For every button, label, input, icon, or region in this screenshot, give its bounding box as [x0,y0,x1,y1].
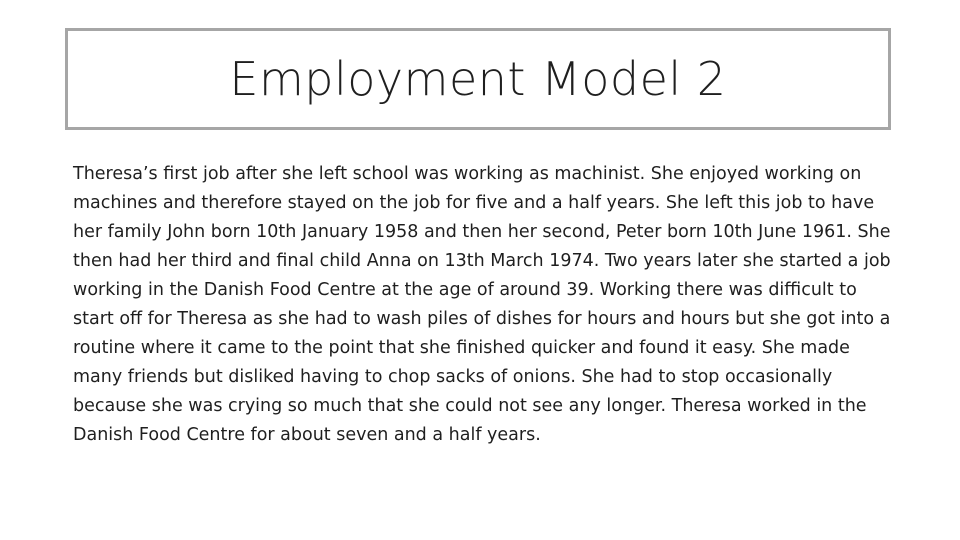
title-box [65,28,891,130]
slide-body-text: Theresa’s first job after she left school was working as machinist. She enjoyed working on machines and therefore stayed on the job for five and a half years. She left this job to have her family John born 10th January 1958 and then her second, Peter born 10th June 1961. She then had her third and final child Anna on 13th March 1974. Two years later she started a job working in the Danish Food Centre at the age of around 39. Working there was difficult to start off for Theresa as she had to wash piles of dishes for hours and hours but she got into a routine where it came to the point that she finished quicker and found it easy. She made many friends but disliked having to chop sacks of onions. She had to stop occasionally because she was crying so much that she could not see any longer. Theresa worked in the Danish Food Centre for about seven and a half years. [73,164,891,445]
slide-title: Employment Model 2 [229,52,727,106]
